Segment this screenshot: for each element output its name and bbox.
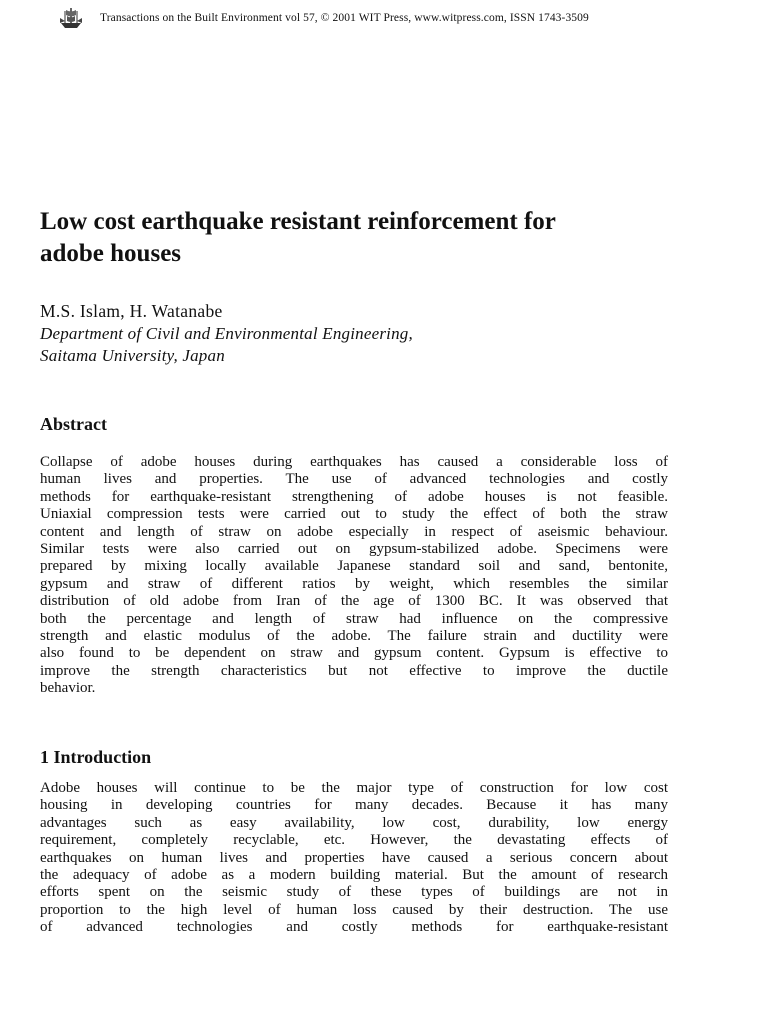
text-line: of advanced technologies and costly methods for earthquake-resistant <box>40 919 668 936</box>
text-line: the adequacy of adobe as a modern building material. But the amount of research <box>40 866 668 883</box>
text-line: efforts spent on the seismic study of these types of buildings are not in <box>40 884 668 901</box>
running-header <box>58 6 748 30</box>
text-line: both the percentage and length of straw had influence on the compressive <box>40 610 668 627</box>
journal-citation: Transactions on the Built Environment vol 57, © 2001 WIT Press, www.witpress.com, ISSN 1743-3509 <box>100 12 589 24</box>
text-line: also found to be dependent on straw and gypsum content. Gypsum is effective to <box>40 645 668 662</box>
text-line: Similar tests were also carried out on gypsum-stabilized adobe. Specimens were <box>40 540 668 557</box>
text-line: proportion to the high level of human loss caused by their destruction. The use <box>40 901 668 918</box>
text-line: requirement, completely recyclable, etc. However, the devastating effects of <box>40 832 668 849</box>
text-line: methods for earthquake-resistant strengthening of adobe houses is not feasible. <box>40 488 668 505</box>
abstract-body <box>40 454 668 697</box>
title-line: adobe houses <box>40 240 182 267</box>
text-line: content and length of straw on adobe especially in respect of aseismic behaviour. <box>40 523 668 540</box>
text-line: distribution of old adobe from Iran of the age of 1300 BC. It was observed that <box>40 593 668 610</box>
introduction-heading: 1 Introduction <box>40 747 152 767</box>
text-line: strength and elastic modulus of the adobe. The failure strain and ductility were <box>40 627 668 644</box>
text-line: behavior. <box>40 680 96 697</box>
abstract-heading: Abstract <box>40 414 107 434</box>
title-line: Low cost earthquake resistant reinforcement for <box>40 208 556 235</box>
text-line: advantages such as easy availability, low cost, durability, low energy <box>40 814 668 831</box>
text-line: improve the strength characteristics but not effective to improve the ductile <box>40 662 668 679</box>
paper-title <box>40 206 700 270</box>
text-line: Collapse of adobe houses during earthquakes has caused a considerable loss of <box>40 454 668 470</box>
ship-logo-icon <box>58 6 84 30</box>
affiliation-line: Department of Civil and Environmental Engineering, <box>40 324 413 343</box>
text-line: human lives and properties. The use of advanced technologies and costly <box>40 471 668 488</box>
author-list: M.S. Islam, H. Watanabe <box>40 301 223 321</box>
affiliation-line: Saitama University, Japan <box>40 346 225 365</box>
text-line: housing in developing countries for many decades. Because it has many <box>40 797 668 814</box>
introduction-body <box>40 780 668 937</box>
text-line: prepared by mixing locally available Japanese standard soil and sand, bentonite, <box>40 558 668 575</box>
text-line: earthquakes on human lives and properties have caused a serious concern about <box>40 849 668 866</box>
text-line: Uniaxial compression tests were carried out to study the effect of both the straw <box>40 506 668 523</box>
text-line: gypsum and straw of different ratios by weight, which resembles the similar <box>40 575 668 592</box>
text-line: Adobe houses will continue to be the major type of construction for low cost <box>40 780 668 796</box>
